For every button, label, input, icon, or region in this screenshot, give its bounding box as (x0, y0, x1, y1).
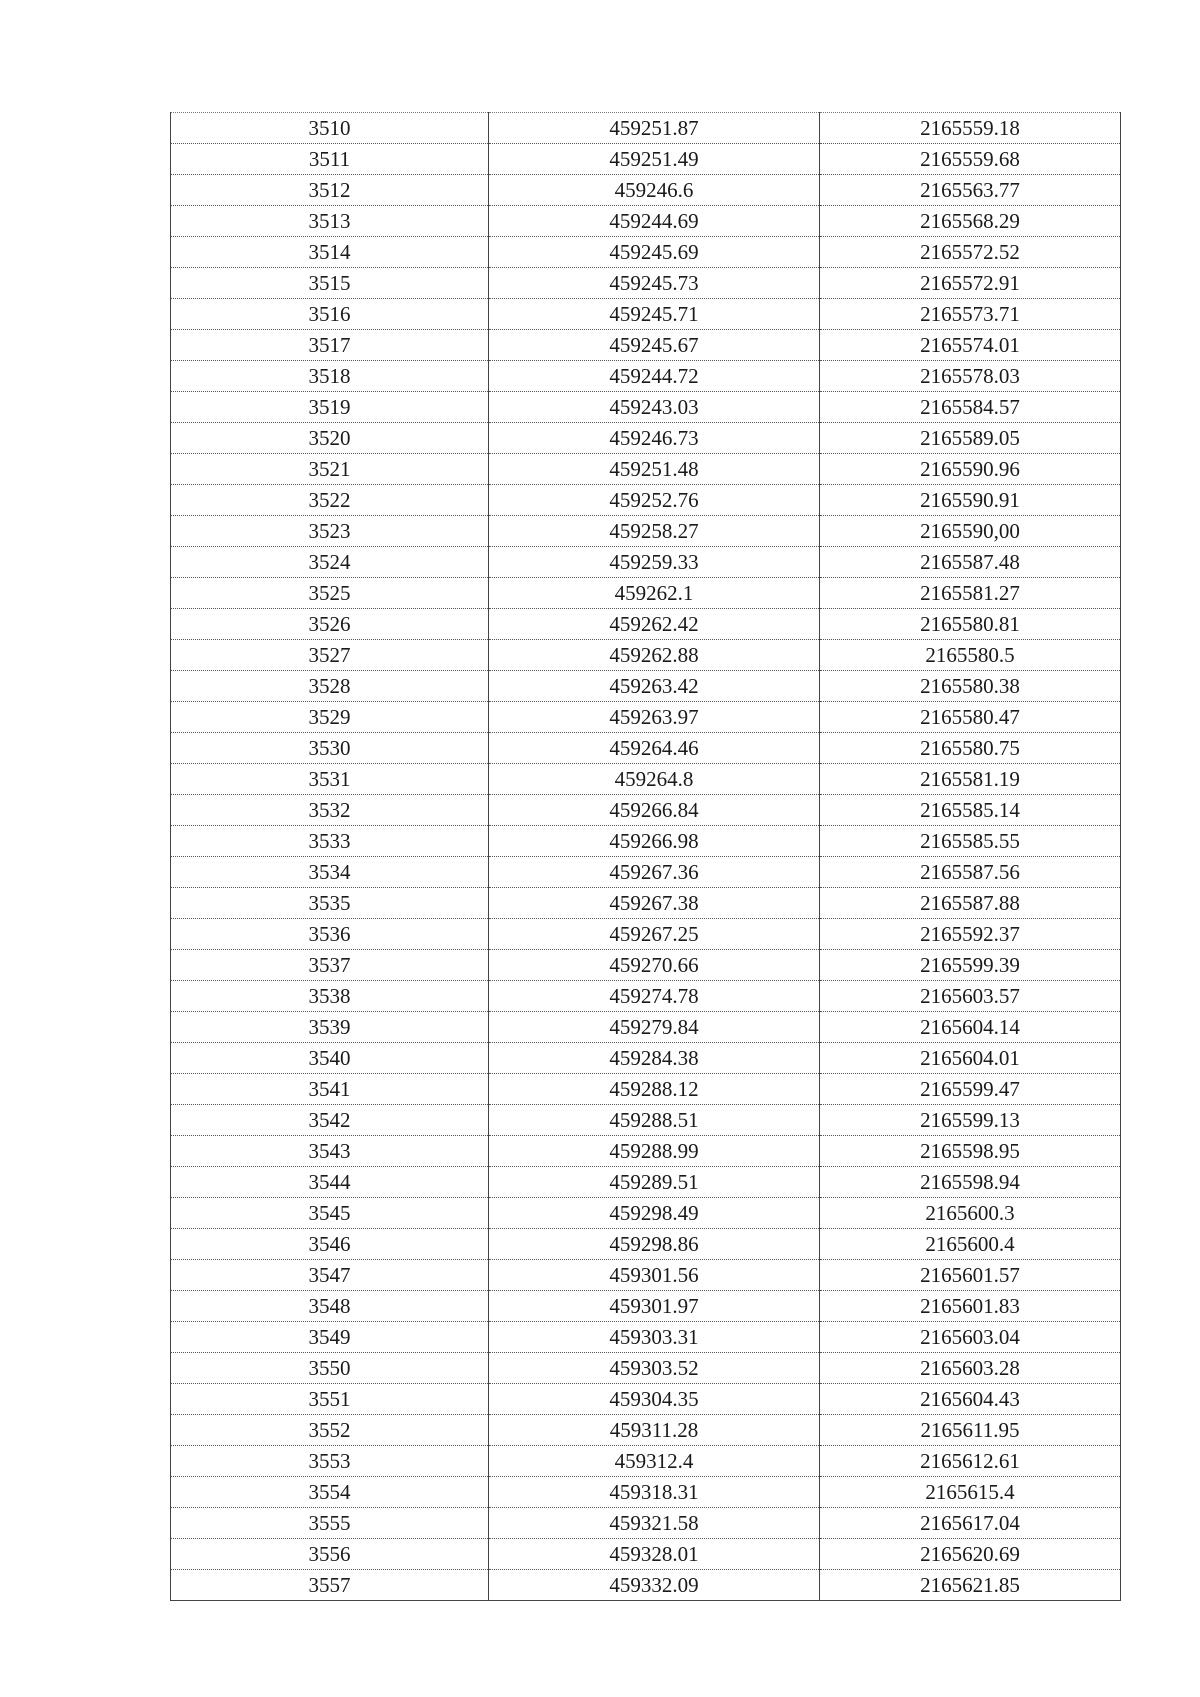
table-row (171, 640, 1121, 671)
y-coordinate-cell: 2165587.48 (820, 547, 1121, 578)
table-row (171, 609, 1121, 640)
x-coordinate-cell: 459288.99 (489, 1136, 820, 1167)
x-coordinate-cell: 459298.49 (489, 1198, 820, 1229)
table-row (171, 1229, 1121, 1260)
y-coordinate-cell: 2165580.5 (820, 640, 1121, 671)
table-row (171, 1508, 1121, 1539)
x-coordinate-cell: 459262.42 (489, 609, 820, 640)
y-coordinate-cell: 2165601.57 (820, 1260, 1121, 1291)
y-coordinate-cell: 2165574.01 (820, 330, 1121, 361)
point-number-cell: 3513 (171, 206, 489, 237)
table-row (171, 1291, 1121, 1322)
y-coordinate-cell: 2165603.57 (820, 981, 1121, 1012)
point-number-cell: 3514 (171, 237, 489, 268)
y-coordinate-cell: 2165603.28 (820, 1353, 1121, 1384)
y-coordinate-cell: 2165592.37 (820, 919, 1121, 950)
x-coordinate-cell: 459311.28 (489, 1415, 820, 1446)
table-row (171, 1446, 1121, 1477)
y-coordinate-cell: 2165617.04 (820, 1508, 1121, 1539)
x-coordinate-cell: 459274.78 (489, 981, 820, 1012)
x-coordinate-cell: 459245.73 (489, 268, 820, 299)
coordinate-table-body (171, 113, 1121, 1601)
table-row (171, 1539, 1121, 1570)
y-coordinate-cell: 2165568.29 (820, 206, 1121, 237)
x-coordinate-cell: 459304.35 (489, 1384, 820, 1415)
y-coordinate-cell: 2165580.81 (820, 609, 1121, 640)
x-coordinate-cell: 459288.51 (489, 1105, 820, 1136)
table-row (171, 1570, 1121, 1601)
table-row (171, 1384, 1121, 1415)
y-coordinate-cell: 2165590.91 (820, 485, 1121, 516)
table-row (171, 547, 1121, 578)
x-coordinate-cell: 459263.97 (489, 702, 820, 733)
point-number-cell: 3533 (171, 826, 489, 857)
x-coordinate-cell: 459301.97 (489, 1291, 820, 1322)
x-coordinate-cell: 459303.52 (489, 1353, 820, 1384)
x-coordinate-cell: 459270.66 (489, 950, 820, 981)
point-number-cell: 3553 (171, 1446, 489, 1477)
table-row (171, 919, 1121, 950)
point-number-cell: 3525 (171, 578, 489, 609)
y-coordinate-cell: 2165620.69 (820, 1539, 1121, 1570)
x-coordinate-cell: 459243.03 (489, 392, 820, 423)
y-coordinate-cell: 2165612.61 (820, 1446, 1121, 1477)
table-row (171, 795, 1121, 826)
table-row (171, 454, 1121, 485)
table-row (171, 1322, 1121, 1353)
y-coordinate-cell: 2165585.14 (820, 795, 1121, 826)
point-number-cell: 3515 (171, 268, 489, 299)
x-coordinate-cell: 459251.49 (489, 144, 820, 175)
table-row (171, 206, 1121, 237)
y-coordinate-cell: 2165585.55 (820, 826, 1121, 857)
point-number-cell: 3518 (171, 361, 489, 392)
table-row (171, 888, 1121, 919)
point-number-cell: 3530 (171, 733, 489, 764)
point-number-cell: 3540 (171, 1043, 489, 1074)
y-coordinate-cell: 2165598.95 (820, 1136, 1121, 1167)
y-coordinate-cell: 2165589.05 (820, 423, 1121, 454)
point-number-cell: 3521 (171, 454, 489, 485)
y-coordinate-cell: 2165580.47 (820, 702, 1121, 733)
table-row (171, 1043, 1121, 1074)
coordinate-table (170, 112, 1121, 1601)
x-coordinate-cell: 459267.36 (489, 857, 820, 888)
y-coordinate-cell: 2165573.71 (820, 299, 1121, 330)
y-coordinate-cell: 2165600.3 (820, 1198, 1121, 1229)
point-number-cell: 3545 (171, 1198, 489, 1229)
point-number-cell: 3537 (171, 950, 489, 981)
y-coordinate-cell: 2165603.04 (820, 1322, 1121, 1353)
table-row (171, 702, 1121, 733)
y-coordinate-cell: 2165563.77 (820, 175, 1121, 206)
y-coordinate-cell: 2165601.83 (820, 1291, 1121, 1322)
point-number-cell: 3550 (171, 1353, 489, 1384)
y-coordinate-cell: 2165581.27 (820, 578, 1121, 609)
y-coordinate-cell: 2165604.01 (820, 1043, 1121, 1074)
x-coordinate-cell: 459244.69 (489, 206, 820, 237)
point-number-cell: 3516 (171, 299, 489, 330)
point-number-cell: 3511 (171, 144, 489, 175)
x-coordinate-cell: 459245.71 (489, 299, 820, 330)
y-coordinate-cell: 2165621.85 (820, 1570, 1121, 1601)
point-number-cell: 3527 (171, 640, 489, 671)
point-number-cell: 3529 (171, 702, 489, 733)
y-coordinate-cell: 2165572.91 (820, 268, 1121, 299)
table-row (171, 516, 1121, 547)
x-coordinate-cell: 459267.38 (489, 888, 820, 919)
y-coordinate-cell: 2165611.95 (820, 1415, 1121, 1446)
x-coordinate-cell: 459258.27 (489, 516, 820, 547)
table-row (171, 578, 1121, 609)
point-number-cell: 3547 (171, 1260, 489, 1291)
y-coordinate-cell: 2165590,00 (820, 516, 1121, 547)
x-coordinate-cell: 459288.12 (489, 1074, 820, 1105)
x-coordinate-cell: 459264.8 (489, 764, 820, 795)
x-coordinate-cell: 459245.67 (489, 330, 820, 361)
table-row (171, 950, 1121, 981)
x-coordinate-cell: 459312.4 (489, 1446, 820, 1477)
table-row (171, 1260, 1121, 1291)
point-number-cell: 3535 (171, 888, 489, 919)
point-number-cell: 3536 (171, 919, 489, 950)
x-coordinate-cell: 459298.86 (489, 1229, 820, 1260)
x-coordinate-cell: 459262.88 (489, 640, 820, 671)
table-row (171, 485, 1121, 516)
point-number-cell: 3556 (171, 1539, 489, 1570)
y-coordinate-cell: 2165599.47 (820, 1074, 1121, 1105)
point-number-cell: 3531 (171, 764, 489, 795)
table-row (171, 237, 1121, 268)
table-row (171, 1167, 1121, 1198)
x-coordinate-cell: 459245.69 (489, 237, 820, 268)
point-number-cell: 3548 (171, 1291, 489, 1322)
x-coordinate-cell: 459246.6 (489, 175, 820, 206)
table-row (171, 299, 1121, 330)
point-number-cell: 3517 (171, 330, 489, 361)
point-number-cell: 3512 (171, 175, 489, 206)
point-number-cell: 3510 (171, 113, 489, 144)
point-number-cell: 3555 (171, 1508, 489, 1539)
y-coordinate-cell: 2165599.39 (820, 950, 1121, 981)
y-coordinate-cell: 2165559.68 (820, 144, 1121, 175)
y-coordinate-cell: 2165615.4 (820, 1477, 1121, 1508)
y-coordinate-cell: 2165580.38 (820, 671, 1121, 702)
y-coordinate-cell: 2165600.4 (820, 1229, 1121, 1260)
x-coordinate-cell: 459251.48 (489, 454, 820, 485)
point-number-cell: 3551 (171, 1384, 489, 1415)
x-coordinate-cell: 459252.76 (489, 485, 820, 516)
table-row (171, 857, 1121, 888)
table-row (171, 981, 1121, 1012)
y-coordinate-cell: 2165604.14 (820, 1012, 1121, 1043)
x-coordinate-cell: 459279.84 (489, 1012, 820, 1043)
table-row (171, 1136, 1121, 1167)
table-row (171, 1415, 1121, 1446)
point-number-cell: 3549 (171, 1322, 489, 1353)
point-number-cell: 3557 (171, 1570, 489, 1601)
y-coordinate-cell: 2165598.94 (820, 1167, 1121, 1198)
y-coordinate-cell: 2165590.96 (820, 454, 1121, 485)
y-coordinate-cell: 2165580.75 (820, 733, 1121, 764)
x-coordinate-cell: 459267.25 (489, 919, 820, 950)
y-coordinate-cell: 2165599.13 (820, 1105, 1121, 1136)
x-coordinate-cell: 459264.46 (489, 733, 820, 764)
y-coordinate-cell: 2165604.43 (820, 1384, 1121, 1415)
point-number-cell: 3523 (171, 516, 489, 547)
x-coordinate-cell: 459266.98 (489, 826, 820, 857)
y-coordinate-cell: 2165559.18 (820, 113, 1121, 144)
table-row (171, 330, 1121, 361)
point-number-cell: 3552 (171, 1415, 489, 1446)
table-row (171, 764, 1121, 795)
point-number-cell: 3542 (171, 1105, 489, 1136)
table-row (171, 268, 1121, 299)
point-number-cell: 3539 (171, 1012, 489, 1043)
point-number-cell: 3532 (171, 795, 489, 826)
y-coordinate-cell: 2165578.03 (820, 361, 1121, 392)
point-number-cell: 3522 (171, 485, 489, 516)
table-row (171, 113, 1121, 144)
x-coordinate-cell: 459328.01 (489, 1539, 820, 1570)
point-number-cell: 3534 (171, 857, 489, 888)
table-row (171, 144, 1121, 175)
table-row (171, 733, 1121, 764)
point-number-cell: 3519 (171, 392, 489, 423)
x-coordinate-cell: 459263.42 (489, 671, 820, 702)
x-coordinate-cell: 459332.09 (489, 1570, 820, 1601)
table-row (171, 1012, 1121, 1043)
point-number-cell: 3526 (171, 609, 489, 640)
point-number-cell: 3528 (171, 671, 489, 702)
table-row (171, 392, 1121, 423)
table-row (171, 423, 1121, 454)
x-coordinate-cell: 459321.58 (489, 1508, 820, 1539)
y-coordinate-cell: 2165572.52 (820, 237, 1121, 268)
y-coordinate-cell: 2165587.56 (820, 857, 1121, 888)
table-row (171, 826, 1121, 857)
table-row (171, 1353, 1121, 1384)
x-coordinate-cell: 459301.56 (489, 1260, 820, 1291)
x-coordinate-cell: 459251.87 (489, 113, 820, 144)
table-row (171, 1105, 1121, 1136)
point-number-cell: 3541 (171, 1074, 489, 1105)
point-number-cell: 3538 (171, 981, 489, 1012)
table-row (171, 1198, 1121, 1229)
table-row (171, 175, 1121, 206)
point-number-cell: 3520 (171, 423, 489, 454)
point-number-cell: 3544 (171, 1167, 489, 1198)
table-row (171, 361, 1121, 392)
x-coordinate-cell: 459266.84 (489, 795, 820, 826)
y-coordinate-cell: 2165587.88 (820, 888, 1121, 919)
x-coordinate-cell: 459259.33 (489, 547, 820, 578)
table-row (171, 1477, 1121, 1508)
x-coordinate-cell: 459244.72 (489, 361, 820, 392)
x-coordinate-cell: 459262.1 (489, 578, 820, 609)
x-coordinate-cell: 459303.31 (489, 1322, 820, 1353)
x-coordinate-cell: 459289.51 (489, 1167, 820, 1198)
x-coordinate-cell: 459318.31 (489, 1477, 820, 1508)
y-coordinate-cell: 2165584.57 (820, 392, 1121, 423)
y-coordinate-cell: 2165581.19 (820, 764, 1121, 795)
table-row (171, 671, 1121, 702)
x-coordinate-cell: 459284.38 (489, 1043, 820, 1074)
point-number-cell: 3546 (171, 1229, 489, 1260)
point-number-cell: 3554 (171, 1477, 489, 1508)
point-number-cell: 3524 (171, 547, 489, 578)
point-number-cell: 3543 (171, 1136, 489, 1167)
table-row (171, 1074, 1121, 1105)
x-coordinate-cell: 459246.73 (489, 423, 820, 454)
